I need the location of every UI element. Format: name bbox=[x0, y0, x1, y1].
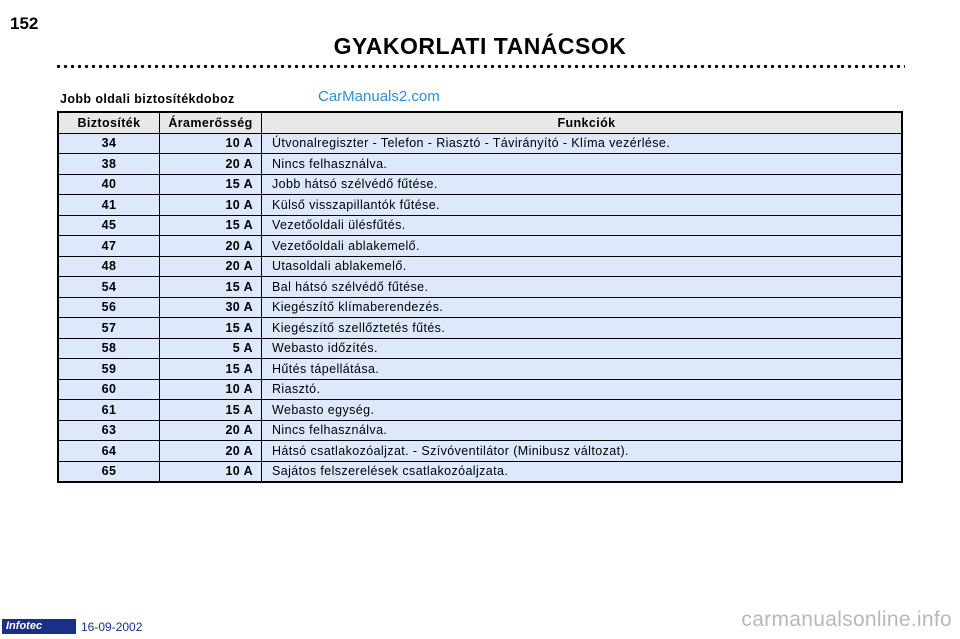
watermark-link[interactable]: CarManuals2.com bbox=[318, 88, 440, 105]
function-text: Jobb hátsó szélvédő fűtése. bbox=[262, 174, 903, 195]
amperage: 20 A bbox=[160, 441, 262, 462]
fuse-number: 57 bbox=[58, 318, 160, 339]
table-row bbox=[58, 379, 902, 400]
amperage: 10 A bbox=[160, 195, 262, 216]
amperage: 15 A bbox=[160, 215, 262, 236]
table-row bbox=[58, 215, 902, 236]
amperage: 20 A bbox=[160, 236, 262, 257]
table-row bbox=[58, 318, 902, 339]
function-text: Kiegészítő klímaberendezés. bbox=[262, 297, 903, 318]
table-header-row bbox=[58, 112, 902, 133]
site-watermark: carmanualsonline.info bbox=[741, 608, 952, 631]
header-fuse: Biztosíték bbox=[58, 112, 160, 133]
fuse-number: 56 bbox=[58, 297, 160, 318]
dotted-divider bbox=[55, 64, 905, 69]
fuse-number: 47 bbox=[58, 236, 160, 257]
fuse-number: 54 bbox=[58, 277, 160, 298]
function-text: Hűtés tápellátása. bbox=[262, 359, 903, 380]
table-row bbox=[58, 400, 902, 421]
fuse-number: 38 bbox=[58, 154, 160, 175]
amperage: 10 A bbox=[160, 133, 262, 154]
function-text: Webasto egység. bbox=[262, 400, 903, 421]
footer-logo: Infotec bbox=[2, 619, 76, 634]
amperage: 20 A bbox=[160, 154, 262, 175]
table-row bbox=[58, 154, 902, 175]
amperage: 15 A bbox=[160, 277, 262, 298]
page-number: 152 bbox=[10, 14, 39, 33]
function-text: Vezetőoldali ablakemelő. bbox=[262, 236, 903, 257]
page-title: GYAKORLATI TANÁCSOK bbox=[333, 33, 627, 59]
section-subtitle: Jobb oldali biztosítékdoboz bbox=[60, 92, 235, 106]
fuse-number: 65 bbox=[58, 461, 160, 482]
amperage: 30 A bbox=[160, 297, 262, 318]
function-text: Nincs felhasználva. bbox=[262, 420, 903, 441]
function-text: Hátsó csatlakozóaljzat. - Szívóventilátor (Minibusz változat). bbox=[262, 441, 903, 462]
table-row bbox=[58, 338, 902, 359]
amperage: 15 A bbox=[160, 400, 262, 421]
function-text: Vezetőoldali ülésfűtés. bbox=[262, 215, 903, 236]
fuse-number: 41 bbox=[58, 195, 160, 216]
function-text: Kiegészítő szellőztetés fűtés. bbox=[262, 318, 903, 339]
header-functions: Funkciók bbox=[262, 112, 903, 133]
fuse-number: 59 bbox=[58, 359, 160, 380]
table-row bbox=[58, 461, 902, 482]
fuse-number: 45 bbox=[58, 215, 160, 236]
fuse-number: 34 bbox=[58, 133, 160, 154]
fuse-number: 63 bbox=[58, 420, 160, 441]
function-text: Sajátos felszerelések csatlakozóaljzata. bbox=[262, 461, 903, 482]
table-row bbox=[58, 441, 902, 462]
amperage: 10 A bbox=[160, 461, 262, 482]
header-amperage: Áramerősség bbox=[160, 112, 262, 133]
function-text: Webasto időzítés. bbox=[262, 338, 903, 359]
table-row bbox=[58, 420, 902, 441]
amperage: 15 A bbox=[160, 359, 262, 380]
fuse-table bbox=[57, 111, 903, 483]
table-row bbox=[58, 236, 902, 257]
table-row bbox=[58, 297, 902, 318]
table-row bbox=[58, 359, 902, 380]
footer-date: 16-09-2002 bbox=[81, 620, 143, 634]
amperage: 15 A bbox=[160, 318, 262, 339]
amperage: 20 A bbox=[160, 420, 262, 441]
function-text: Útvonalregiszter - Telefon - Riasztó - Távirányító - Klíma vezérlése. bbox=[262, 133, 903, 154]
amperage: 15 A bbox=[160, 174, 262, 195]
table-row bbox=[58, 277, 902, 298]
function-text: Utasoldali ablakemelő. bbox=[262, 256, 903, 277]
amperage: 5 A bbox=[160, 338, 262, 359]
function-text: Bal hátsó szélvédő fűtése. bbox=[262, 277, 903, 298]
fuse-number: 60 bbox=[58, 379, 160, 400]
function-text: Riasztó. bbox=[262, 379, 903, 400]
table-row bbox=[58, 256, 902, 277]
table-row bbox=[58, 174, 902, 195]
fuse-number: 61 bbox=[58, 400, 160, 421]
function-text: Külső visszapillantók fűtése. bbox=[262, 195, 903, 216]
function-text: Nincs felhasználva. bbox=[262, 154, 903, 175]
fuse-number: 58 bbox=[58, 338, 160, 359]
amperage: 20 A bbox=[160, 256, 262, 277]
table-row bbox=[58, 195, 902, 216]
fuse-number: 64 bbox=[58, 441, 160, 462]
amperage: 10 A bbox=[160, 379, 262, 400]
fuse-number: 40 bbox=[58, 174, 160, 195]
fuse-number: 48 bbox=[58, 256, 160, 277]
table-row bbox=[58, 133, 902, 154]
